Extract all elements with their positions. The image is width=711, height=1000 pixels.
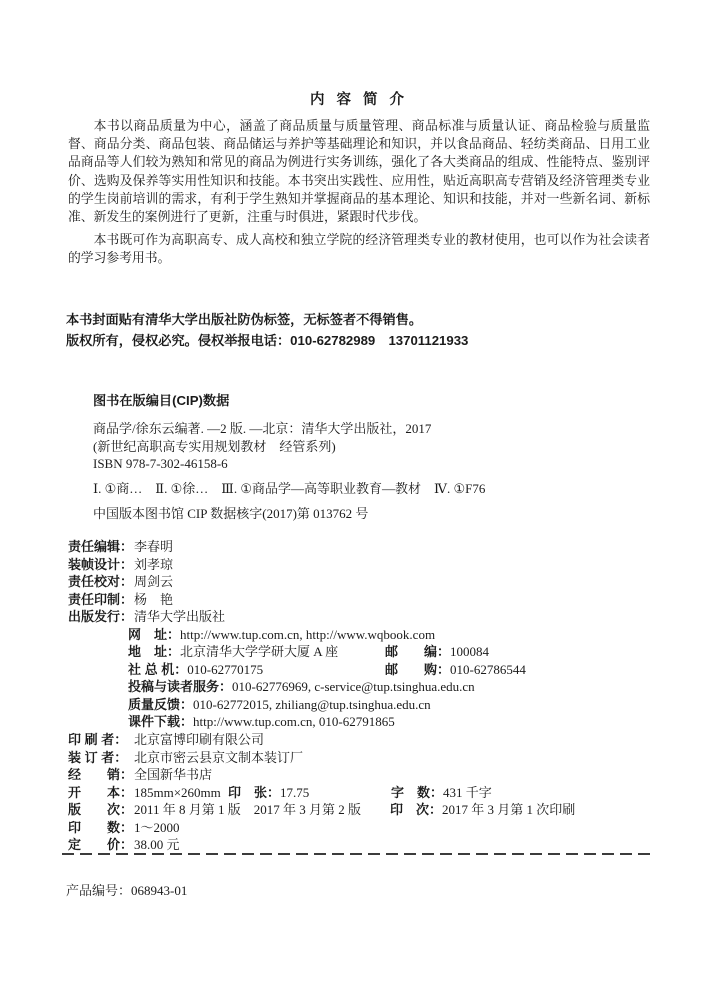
- row-sheets-value: 17.75: [280, 784, 310, 800]
- row-wordcount-label: 字 数：: [391, 784, 444, 800]
- row-website-value: http://www.tup.com.cn, http://www.wqbook.com: [180, 626, 436, 642]
- row-print-run-label: 印 数：: [68, 819, 134, 835]
- row-proofreader-value: 周剑云: [134, 574, 174, 590]
- row-designer-value: 刘孝琼: [134, 556, 174, 572]
- row-proofreader: [68, 573, 658, 591]
- row-format-label: 开 本：: [68, 784, 134, 800]
- row-courseware-download-label: 课件下载：: [128, 714, 194, 730]
- row-reader-service: [128, 678, 658, 696]
- row-courseware-download-value: http://www.tup.com.cn, 010-62791865: [193, 714, 395, 730]
- row-postcode-label: 邮 编：: [385, 644, 451, 660]
- row-courseware-download: [128, 713, 658, 731]
- cip-block: [93, 390, 653, 523]
- intro-paragraph-1: 本书以商品质量为中心，涵盖了商品质量与质量管理、商品标准与质量认证、商品检验与质量监督、商品分类、商品包装、商品储运与养护等基础理论和知识，并以食品商品、轻纺类商品、日用工业品商品等人们较为熟知和常见的商品为例进行实务训练，强化了各大类商品的组成、性能特点、鉴别评价、选购及保养等实用性知识和技能。本书突出实践性、应用性，贴近高职高专营销及经济管理类专业的学生岗前培训的需求，有利于学生熟知并掌握商品的基本理论、知识和技能，并对一些新名词、新标准、新发生的案例进行了更新，注重与时俱进，紧跟时代步伐。: [68, 119, 650, 225]
- row-editor: [68, 538, 658, 556]
- row-print-run-value: 1～2000: [134, 819, 180, 835]
- row-mailorder-label: 邮 购：: [385, 661, 451, 677]
- row-distributor-label: 经 销：: [68, 767, 134, 783]
- anti-counterfeit-line: 本书封面贴有清华大学出版社防伪标签，无标签者不得销售。: [66, 312, 423, 327]
- row-address: [128, 643, 658, 661]
- cip-series-line: (新世纪高职高专实用规划教材 经管系列): [93, 438, 336, 454]
- row-quality-feedback-label: 质量反馈：: [128, 696, 194, 712]
- row-edition-value: 2011 年 8 月第 1 版 2017 年 3 月第 2 版: [134, 802, 362, 818]
- row-address-label: 地 址：: [128, 644, 181, 660]
- row-mailorder-value: 010-62786544: [450, 661, 526, 677]
- cip-classification-line: Ⅰ. ①商… Ⅱ. ①徐… Ⅲ. ①商品学—高等职业教育—教材 Ⅳ. ①F76: [93, 481, 486, 497]
- row-format-value: 185mm×260mm: [134, 784, 221, 800]
- dashed-divider: [62, 853, 652, 855]
- row-publisher-label: 出版发行：: [68, 609, 134, 625]
- row-proofreader-label: 责任校对：: [68, 574, 134, 590]
- row-impression-label: 印 次：: [390, 802, 443, 818]
- row-address-value: 北京清华大学学研大厦 A 座: [180, 644, 339, 660]
- row-edition: [68, 801, 658, 819]
- cip-heading: 图书在版编目(CIP)数据: [93, 393, 230, 408]
- row-printer: [68, 731, 658, 749]
- row-designer-label: 装帧设计：: [68, 556, 134, 572]
- row-price-label: 定 价：: [68, 837, 134, 853]
- row-binder: [68, 749, 658, 767]
- row-print-run: [68, 819, 658, 837]
- colophon: [68, 538, 658, 854]
- row-print-supervisor-label: 责任印制：: [68, 591, 134, 607]
- row-distributor: [68, 766, 658, 784]
- cip-isbn-line: ISBN 978-7-302-46158-6: [93, 456, 228, 472]
- product-number-value: 068943-01: [131, 883, 188, 898]
- row-print-supervisor: [68, 591, 658, 609]
- row-printer-value: 北京富博印刷有限公司: [134, 732, 265, 748]
- row-impression-value: 2017 年 3 月第 1 次印刷: [442, 802, 576, 818]
- cip-registry-line: 中国版本图书馆 CIP 数据核字(2017)第 013762 号: [93, 506, 369, 522]
- row-editor-value: 李春明: [134, 539, 174, 554]
- row-switchboard-value: 010-62770175: [187, 661, 264, 677]
- row-print-supervisor-value: 杨 艳: [134, 591, 174, 607]
- row-switchboard-label: 社 总 机：: [128, 661, 188, 677]
- row-binder-label: 装 订 者：: [68, 749, 128, 765]
- row-sheets-label: 印 张：: [228, 784, 281, 800]
- row-editor-label: 责任编辑：: [68, 539, 134, 554]
- row-reader-service-label: 投稿与读者服务：: [128, 679, 233, 695]
- intro-body: [68, 117, 650, 268]
- copyright-notice: [66, 310, 666, 351]
- rights-reserved-line: 版权所有，侵权必究。侵权举报电话：010-62782989 13701121933: [66, 332, 469, 348]
- row-website: [128, 626, 658, 644]
- row-designer: [68, 556, 658, 574]
- product-number: [66, 880, 187, 899]
- row-quality-feedback: [128, 696, 658, 714]
- row-website-label: 网 址：: [128, 626, 181, 642]
- row-price-value: 38.00 元: [134, 837, 180, 853]
- product-number-label: 产品编号：: [66, 883, 132, 898]
- row-publisher: [68, 608, 658, 626]
- intro-title: 内 容 简 介: [309, 92, 409, 108]
- row-binder-value: 北京市密云县京文制本装订厂: [134, 749, 304, 765]
- intro-paragraph-2: 本书既可作为高职高专、成人高校和独立学院的经济管理类专业的教材使用，也可以作为社会读者的学习参考用书。: [68, 233, 650, 266]
- row-postcode-value: 100084: [450, 644, 490, 660]
- row-format: [68, 784, 658, 802]
- cip-title-line: 商品学/徐东云编著. —2 版. —北京：清华大学出版社，2017: [93, 421, 432, 436]
- row-reader-service-value: 010-62776969, c-service@tup.tsinghua.edu.cn: [232, 679, 475, 695]
- row-distributor-value: 全国新华书店: [134, 767, 213, 783]
- row-switchboard: [128, 661, 658, 679]
- row-quality-feedback-value: 010-62772015, zhiliang@tup.tsinghua.edu.cn: [193, 696, 431, 712]
- row-wordcount-value: 431 千字: [443, 784, 492, 800]
- row-publisher-value: 清华大学出版社: [134, 609, 226, 625]
- row-price: [68, 836, 658, 854]
- row-printer-label: 印 刷 者：: [68, 732, 128, 748]
- row-edition-label: 版 次：: [68, 802, 134, 818]
